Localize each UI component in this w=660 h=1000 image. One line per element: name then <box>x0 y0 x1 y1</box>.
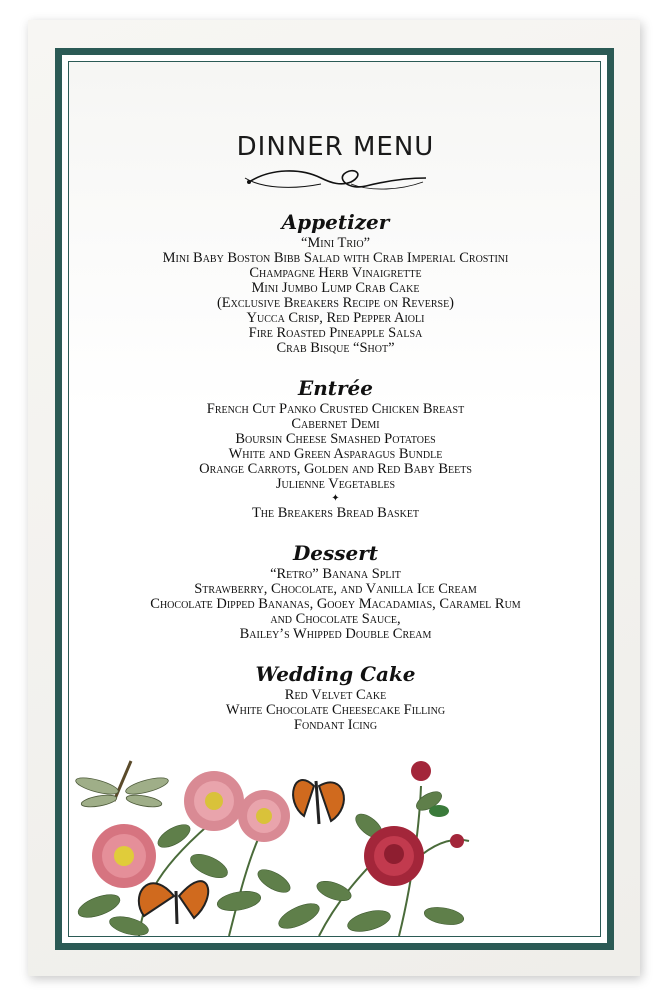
menu-item: Fire Roasted Pineapple Salsa <box>248 325 423 341</box>
menu-item: Orange Carrots, Golden and Red Baby Beets <box>199 461 472 477</box>
menu-item: “Mini Trio” <box>300 235 371 251</box>
menu-item: Strawberry, Chocolate, and Vanilla Ice Cream <box>194 581 477 597</box>
section-entree <box>69 376 602 521</box>
section-dessert <box>69 541 602 642</box>
menu-item: White Chocolate Cheesecake Filling <box>225 702 446 718</box>
section-heading: Dessert <box>292 541 379 565</box>
menu-item: and Chocolate Sauce, <box>270 611 401 627</box>
menu-item: Mini Jumbo Lump Crab Cake <box>251 280 420 296</box>
menu-item: Julienne Vegetables <box>275 476 396 492</box>
menu-item: Champagne Herb Vinaigrette <box>249 265 422 281</box>
section-wedding-cake <box>69 662 602 733</box>
menu-item: French Cut Panko Crusted Chicken Breast <box>206 401 465 417</box>
section-heading: Appetizer <box>281 210 390 234</box>
menu-item: Fondant Icing <box>293 717 378 733</box>
menu-border-inner <box>68 61 601 937</box>
flourish-divider-icon <box>241 164 431 194</box>
menu-border-outer <box>55 48 614 950</box>
menu-item: Bailey’s Whipped Double Cream <box>239 626 432 642</box>
menu-item: White and Green Asparagus Bundle <box>228 446 443 462</box>
diamond-separator-icon: ✦ <box>331 493 340 504</box>
section-appetizer <box>69 210 602 356</box>
menu-item: Chocolate Dipped Bananas, Gooey Macadamias, Caramel Rum <box>150 596 521 612</box>
section-heading: Entrée <box>297 376 373 400</box>
menu-item: Crab Bisque “Shot” <box>276 340 395 356</box>
menu-item: The Breakers Bread Basket <box>251 505 420 521</box>
menu-item: “Retro” Banana Split <box>270 566 401 582</box>
menu-content <box>69 132 602 753</box>
menu-item: Boursin Cheese Smashed Potatoes <box>235 431 436 447</box>
menu-item: Yucca Crisp, Red Pepper Aioli <box>246 310 425 326</box>
floral-butterfly-illustration <box>69 746 602 936</box>
menu-item: Red Velvet Cake <box>284 687 387 703</box>
section-heading: Wedding Cake <box>255 662 416 686</box>
menu-item: (Exclusive Breakers Recipe on Reverse) <box>216 295 455 311</box>
menu-title: DINNER MENU <box>236 132 435 162</box>
menu-item: Cabernet Demi <box>291 416 380 432</box>
menu-item: Mini Baby Boston Bibb Salad with Crab Imperial Crostini <box>162 250 509 266</box>
